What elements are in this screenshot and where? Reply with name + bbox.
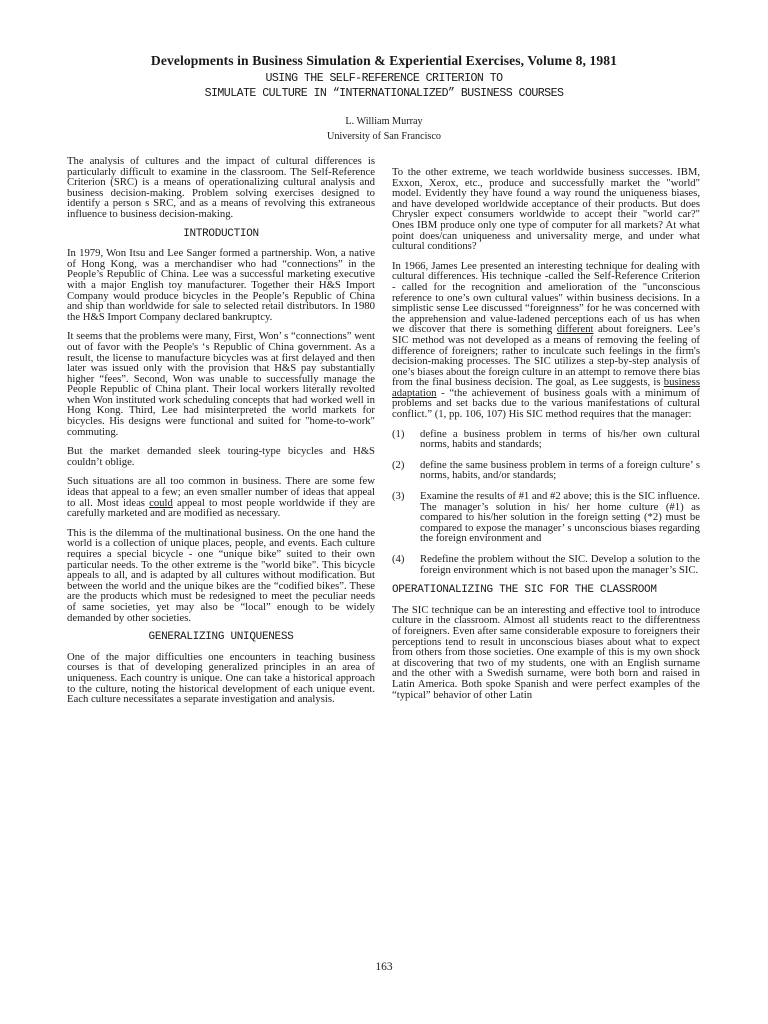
- method-step: [392, 554, 700, 575]
- generalizing-uniqueness-heading: GENERALIZING UNIQUENESS: [148, 631, 294, 644]
- text-run: appeal to most people worldwide if they are carefully marketed and are modified as necessary.: [67, 496, 375, 520]
- step-text: Examine the results of #1 and #2 above; this is the SIC influence. The manager’s solution in his/ her home culture (#1) as compared to his/her solution in the foreign setting (*2) must be compared to expose the manager’ s unconscious biases regarding the foreign environment and: [420, 490, 700, 545]
- author-affiliation: University of San Francisco: [326, 131, 442, 142]
- right-column: [392, 167, 700, 709]
- step-number: (2): [392, 458, 405, 471]
- body-paragraph: It seems that the problems were many, First, Won’ s “connections” went out of favor with the People's ‘s Republic of China government. As a result, the license to manufacture bicycles was at first delayed and then later was issued only with the provision that H&S pay substantially higher “fees”. Second, Won was unable to successfully manage the People Republic of China plant. Their local workers literally revolted when Won instituted work scheduling concepts that had worked well in Hong Kong. Third, Lee had misinterpreted the world markets for bicycles. His designs were functional and suited for "home-to-work" commuting.: [67, 330, 375, 438]
- step-text: Redefine the problem without the SIC. Develop a solution to the foreign environment which is not based upon the manager’s SIC.: [420, 553, 700, 576]
- author-name: L. William Murray: [345, 116, 423, 127]
- method-step: [392, 460, 700, 481]
- paper-title-line-2: SIMULATE CULTURE IN “INTERNATIONALIZED” BUSINESS COURSES: [204, 87, 564, 100]
- body-paragraph: [392, 261, 700, 420]
- left-column: [67, 156, 375, 714]
- method-steps-list: [392, 429, 700, 576]
- page-number: 163: [375, 961, 393, 973]
- text-run: In 1966, James Lee presented an interesting technique for dealing with cultural differences. His technique -called the Self-Reference Criterion - called for the recognition and amelioration of the "unconscious reference to one’s own cultural values" within business decisions. In a simplistic sense Lee discussed “foreignness” for he was concerned with the apprehension and value-ladened perceptions each of us has when we discover that there is something: [392, 259, 700, 336]
- body-paragraph: The SIC technique can be an interesting and effective tool to introduce culture in the classroom. Almost all students react to the differentness of foreigners. Even after same considerable exposure to foreigners their perceptions tend to result in unconscious biases about what to expect from others from those societies. One example of this is my own shock at discovering that two of my students, one with an English surname and the other with a Swedish surname, were both born and raised in Latin America. Both spoke Spanish and were perfect examples of the “typical” behavior of other Latin: [392, 603, 700, 701]
- method-step: [392, 491, 700, 544]
- body-paragraph: To the other extreme, we teach worldwide business successes. IBM, Exxon, Xerox, etc., produce and successfully market the "world" model. Evidently they have found a way round the uniqueness biases, and have developed worldwide acceptance of their products. But does Chrysler expect consumers worldwide to accept their "world car?" Ones IBM produce only one type of computer for all markets? At what point does/can uniqueness and universality merge, and under what cultural conditions?: [392, 166, 700, 253]
- operationalizing-heading: OPERATIONALIZING THE SIC FOR THE CLASSROOM: [392, 584, 657, 597]
- method-step: [392, 429, 700, 450]
- paper-title: [0, 71, 768, 101]
- step-text: define the same business problem in terms of a foreign culture’ s norms, habits, and/or standards;: [420, 458, 700, 482]
- text-run: Such situations are all too common in business. There are some few ideas that appeal to a few; an even smaller number of ideas that appeal to all. Most ideas: [67, 475, 375, 509]
- text-run: about foreigners. Lee’s SIC method was not developed as a means of removing the feeling of difference of foreigners; rather to inculcate such feelings in the firm's decision-making processes. The SIC utilizes a step-by-step analysis of one’s biases about the foreign culture in an attempt to remove there bias from the final business decision. The goal, as Lee suggests, is: [392, 323, 700, 389]
- paper-title-line-1: USING THE SELF-REFERENCE CRITERION TO: [265, 72, 503, 85]
- underlined-phrase: business adaptation: [392, 376, 700, 399]
- author-block: [0, 114, 768, 144]
- body-paragraph: In 1979, Won Itsu and Lee Sanger formed a partnership. Won, a native of Hong Kong, was a merchandiser who had “connections” in the People’s Republic of China. Lee was a successful marketing executive with a major English toy manufacturer. Together their H&S Import Company would produce bicycles in the People’s Republic of China and ship than worldwide for sale to selected retail distributors. In 1980 the H&S Import Company declared bankruptcy.: [67, 247, 375, 323]
- underlined-word: different: [556, 323, 594, 336]
- body-paragraph: [67, 476, 375, 518]
- introduction-heading: INTRODUCTION: [183, 227, 259, 240]
- body-paragraph: But the market demanded sleek touring-type bicycles and H&S couldn’t oblige.: [67, 445, 375, 468]
- step-number: (3): [392, 490, 405, 503]
- body-paragraph: This is the dilemma of the multinational business. On the one hand the world is a collection of unique places, people, and events. Each culture requires a special bicycle - one “unique bike” suited to their own particular needs. To the other extreme is the "world bike". This bicycle appeals to all, and is adapted by all cultures without modification. But between the world and the unique bikes are the “codified bikes”. These are the products which must be redesigned to meet the peculiar needs of same societies, yet may also be “local” enough to be widely demanded by other societies.: [67, 526, 375, 624]
- abstract-paragraph: The analysis of cultures and the impact of cultural differences is particularly difficult to examine in the classroom. The Self-Reference Criterion (SRC) is a means of operationalizing cultural analysis and business decision-making. Problem solving exercises designed to identify a person s SRC, and as a means of revolving this extraneous influence to business decision-making.: [67, 155, 375, 220]
- body-paragraph: One of the major difficulties one encounters in teaching business courses is that of developing generalized principles in an area of uniqueness. Each country is unique. One can take a historical approach to the culture, noting the historical development of each unique event. Each culture necessitates a separate investigation and analysis.: [67, 650, 375, 706]
- step-text: define a business problem in terms of his/her own cultural norms, habits and standards;: [420, 427, 700, 451]
- underlined-word: could: [149, 496, 173, 509]
- journal-title: Developments in Business Simulation & Experiential Exercises, Volume 8, 1981: [150, 53, 618, 68]
- step-number: (1): [392, 427, 405, 440]
- step-number: (4): [392, 553, 405, 565]
- text-run: - “the achievement of business goals with a minimum of problems and set backs due to the various manifestations of cultural conflict.” (1, pp. 106, 107) His SIC method requires that the manager:: [392, 386, 700, 421]
